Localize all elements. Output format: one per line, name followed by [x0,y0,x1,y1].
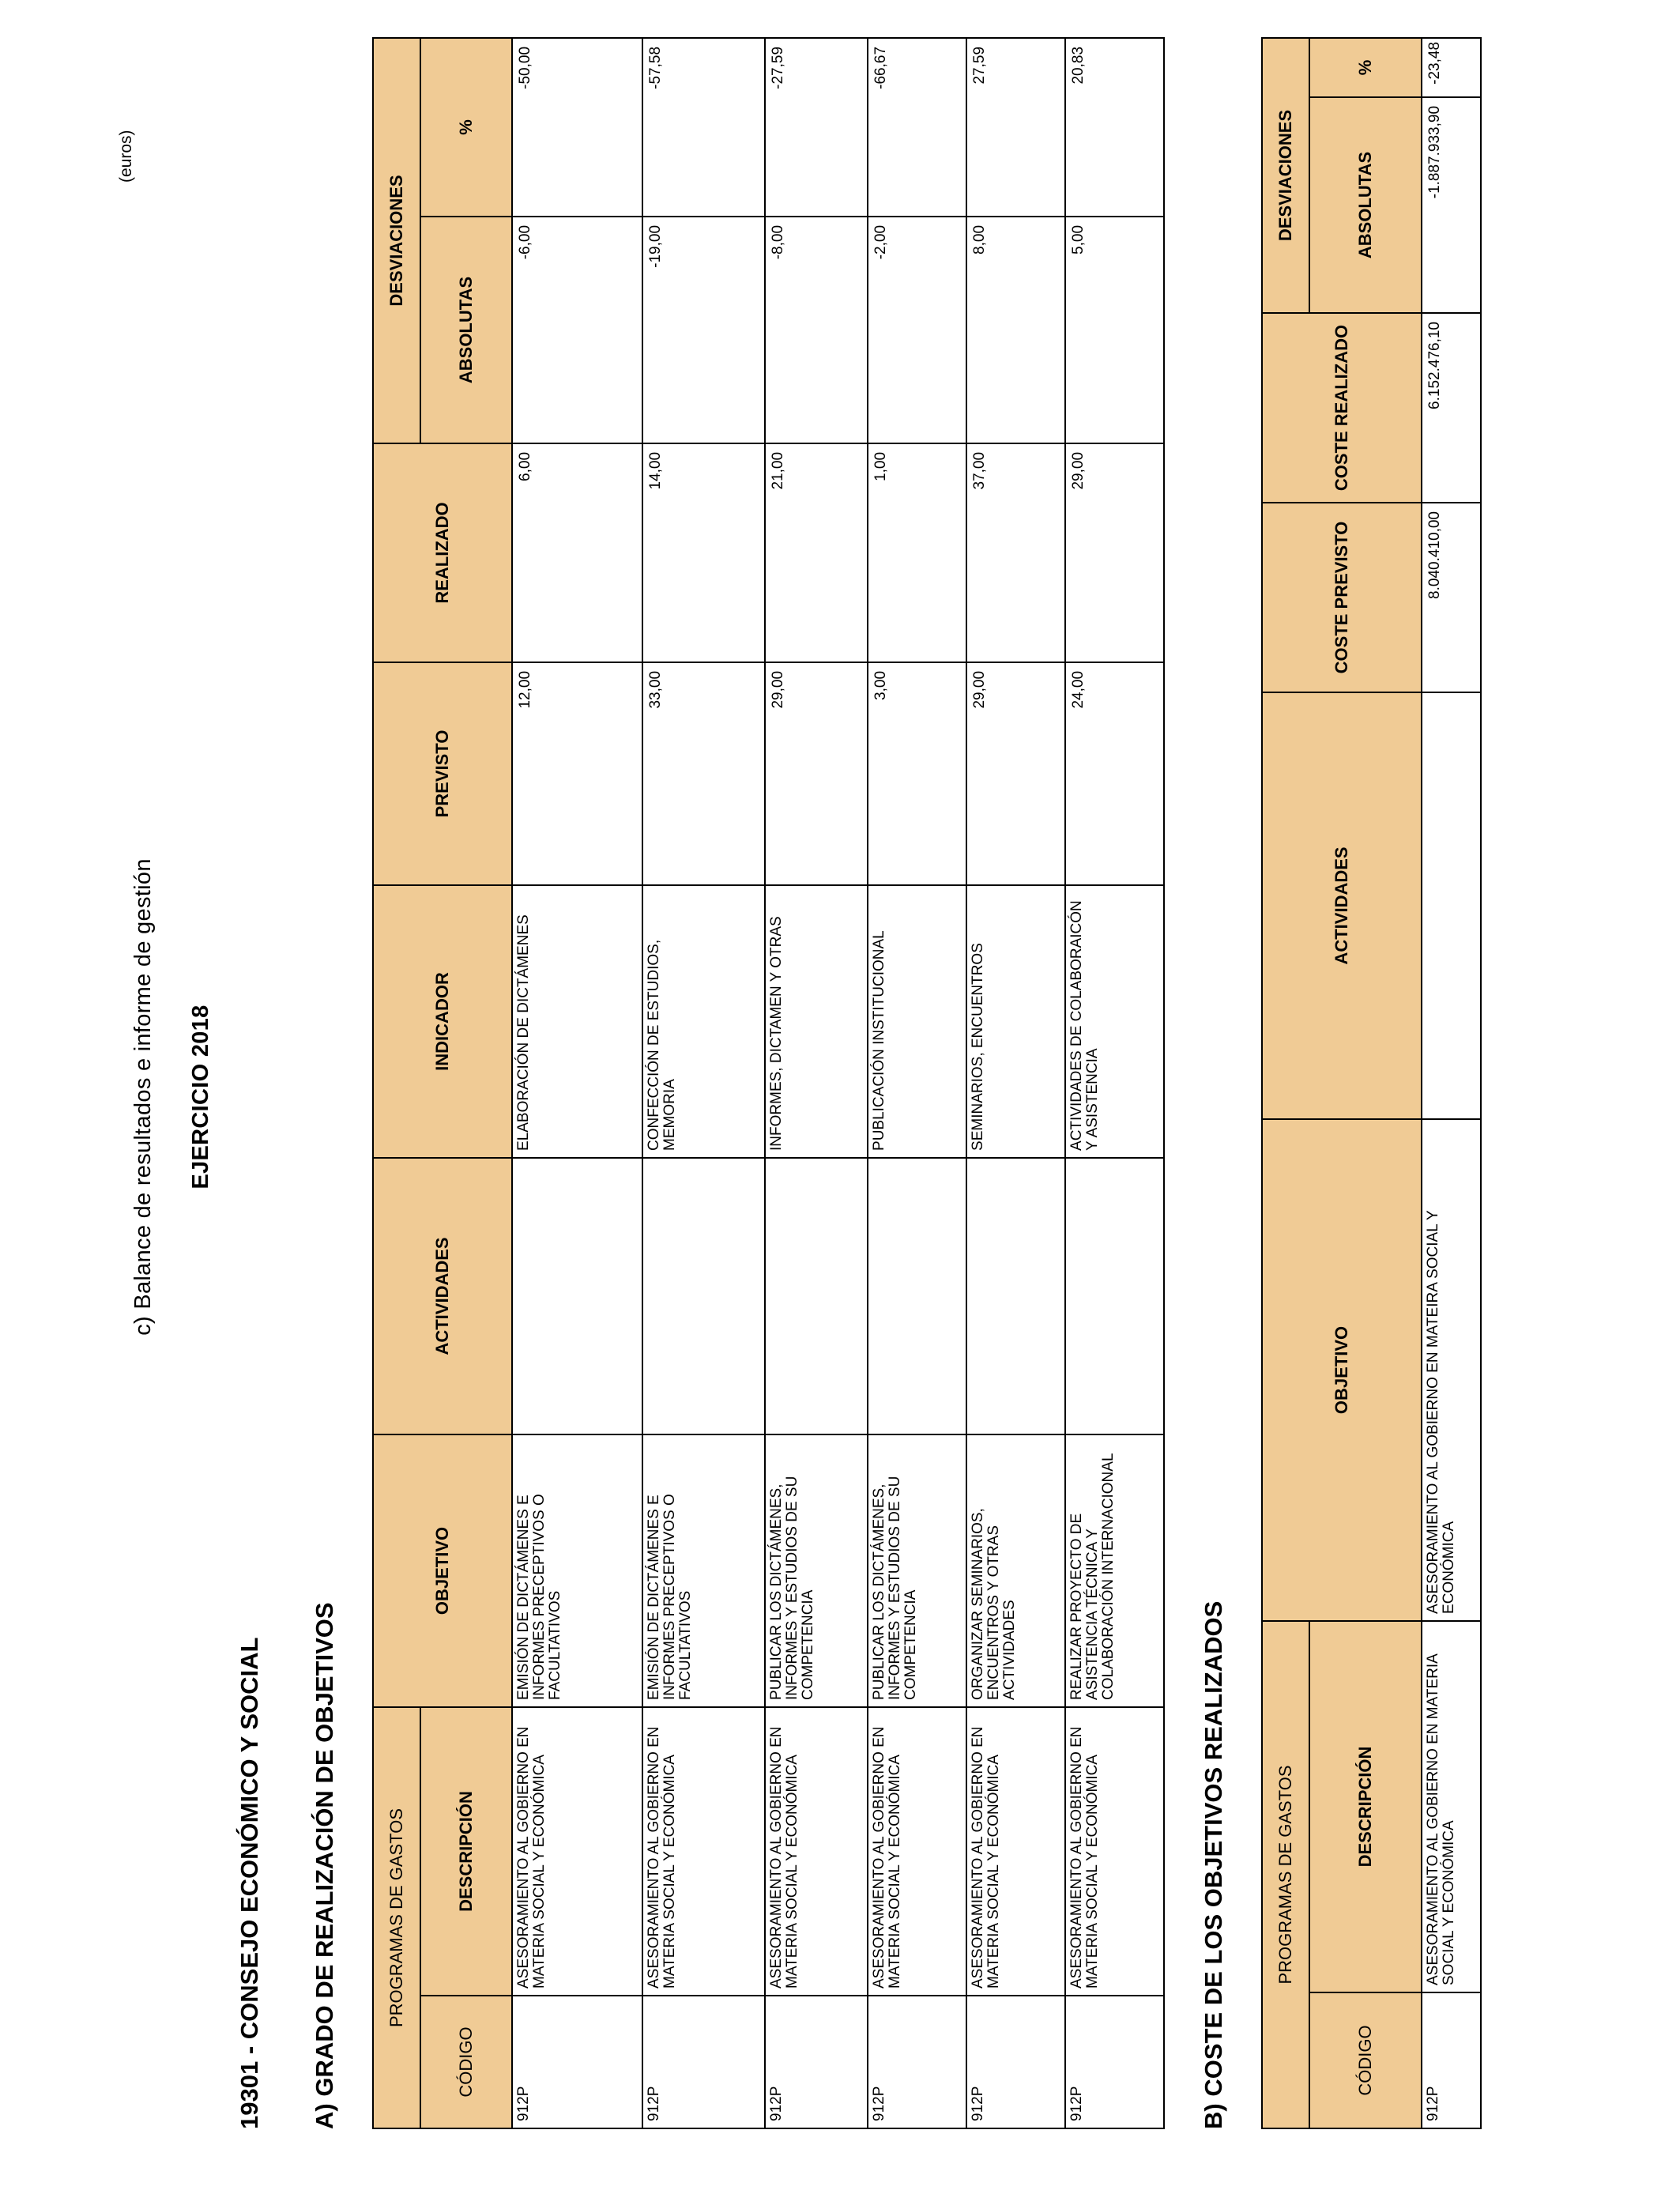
cell-codigo: 912P [868,1996,966,2128]
cell-pct: -57,58 [642,38,765,217]
header-descripcion: DESCRIPCIÓN [420,1707,512,1996]
section-b-title: B) COSTE DE LOS OBJETIVOS REALIZADOS [1200,1600,1227,2129]
cell-codigo: 912P [642,1996,765,2128]
cell-absolutas: -1.887.933,90 [1422,97,1481,313]
cell-descripcion: ASESORAMIENTO AL GOBIERNO EN MATERIA SOCIAL Y ECONÓMICA [1065,1707,1164,1996]
cell-absolutas: -8,00 [765,217,868,443]
table-row [765,38,868,2128]
cell-indicador: ACTIVIDADES DE COLABORAICÓN Y ASISTENCIA [1065,885,1164,1158]
cell-pct: -66,67 [868,38,966,217]
entity-title: 19301 - CONSEJO ECONÓMICO Y SOCIAL [235,1637,263,2129]
header-coste-previsto: COSTE PREVISTO [1262,503,1422,692]
cell-descripcion: ASESORAMIENTO AL GOBIERNO EN MATERIA SOCIAL Y ECONÓMICA [512,1707,642,1996]
cell-objetivo: EMISIÓN DE DICTÁMENES E INFORMES PRECEPTIVOS O FACULTATIVOS [512,1434,642,1707]
header-codigo: CÓDIGO [420,1996,512,2128]
header-descripcion: DESCRIPCIÓN [1309,1621,1422,1992]
cell-objetivo: ASESORAMIENTO AL GOBIERNO EN MATEIRA SOCIAL Y ECONÓMICA [1422,1119,1481,1621]
cell-objetivo: PUBLICAR LOS DICTÁMENES, INFORMES Y ESTUDIOS DE SU COMPETENCIA [868,1434,966,1707]
table-row [1422,38,1481,2128]
cell-coste-previsto: 8.040.410,00 [1422,503,1481,692]
cell-absolutas: 5,00 [1065,217,1164,443]
cell-actividades [868,1158,966,1434]
cell-actividades [1065,1158,1164,1434]
cell-descripcion: ASESORAMIENTO AL GOBIERNO EN MATERIA SOCIAL Y ECONÓMICA [868,1707,966,1996]
cell-objetivo: ORGANIZAR SEMINARIOS, ENCUENTROS Y OTRAS ACTIVIDADES [966,1434,1065,1707]
ejercicio-label: EJERCICIO 2018 [188,1005,213,1189]
cell-realizado: 21,00 [765,443,868,662]
cell-realizado: 37,00 [966,443,1065,662]
table-row [868,38,966,2128]
cell-previsto: 24,00 [1065,662,1164,885]
cell-pct: 27,59 [966,38,1065,217]
table-row [642,38,765,2128]
cell-descripcion: ASESORAMIENTO AL GOBIERNO EN MATERIA SOCIAL Y ECONÓMICA [966,1707,1065,1996]
cell-codigo: 912P [966,1996,1065,2128]
header-objetivo: OBJETIVO [373,1434,512,1707]
cell-realizado: 6,00 [512,443,642,662]
header-desviaciones: DESVIACIONES [373,38,420,443]
cell-previsto: 12,00 [512,662,642,885]
cell-realizado: 14,00 [642,443,765,662]
header-actividades: ACTIVIDADES [1262,692,1422,1119]
cell-actividades [966,1158,1065,1434]
cell-descripcion: ASESORAMIENTO AL GOBIERNO EN MATERIA SOCIAL Y ECONÓMICA [765,1707,868,1996]
objectives-table [372,37,1165,2129]
units-label: (euros) [117,130,135,183]
cell-descripcion: ASESORAMIENTO AL GOBIERNO EN MATERIA SOCIAL Y ECONÓMICA [1422,1621,1481,1992]
header-pct: % [1309,38,1422,97]
header-objetivo: OBJETIVO [1262,1119,1422,1621]
cell-objetivo: REALIZAR PROYECTO DE ASISTENCIA TÉCNICA Y COLABORACIÓN INTERNACIONAL [1065,1434,1164,1707]
cell-pct: -27,59 [765,38,868,217]
cell-pct: -50,00 [512,38,642,217]
header-codigo: CÓDIGO [1309,1992,1422,2128]
section-a-title: A) GRADO DE REALIZACIÓN DE OBJETIVOS [311,1602,338,2129]
cell-pct: -23,48 [1422,38,1481,97]
cell-previsto: 3,00 [868,662,966,885]
header-pct: % [420,38,512,217]
cell-absolutas: 8,00 [966,217,1065,443]
cell-indicador: SEMINARIOS, ENCUENTROS [966,885,1065,1158]
costs-table [1261,37,1482,2129]
header-programas: PROGRAMAS DE GASTOS [1262,1621,1309,2128]
header-indicador: INDICADOR [373,885,512,1158]
table-row [512,38,642,2128]
header-absolutas: ABSOLUTAS [420,217,512,443]
cell-indicador: INFORMES, DICTAMEN Y OTRAS [765,885,868,1158]
header-realizado: REALIZADO [373,443,512,662]
cell-descripcion: ASESORAMIENTO AL GOBIERNO EN MATERIA SOCIAL Y ECONÓMICA [642,1707,765,1996]
cell-codigo: 912P [765,1996,868,2128]
cell-indicador: PUBLICACIÓN INSTITUCIONAL [868,885,966,1158]
cell-previsto: 29,00 [966,662,1065,885]
cell-coste-realizado: 6.152.476,10 [1422,313,1481,503]
cell-codigo: 912P [1065,1996,1164,2128]
header-actividades: ACTIVIDADES [373,1158,512,1434]
cell-actividades [642,1158,765,1434]
cell-codigo: 912P [1422,1992,1481,2128]
cell-codigo: 912P [512,1996,642,2128]
cell-objetivo: EMISIÓN DE DICTÁMENES E INFORMES PRECEPTIVOS O FACULTATIVOS [642,1434,765,1707]
cell-absolutas: -19,00 [642,217,765,443]
cell-indicador: ELABORACIÓN DE DICTÁMENES [512,885,642,1158]
cell-absolutas: -2,00 [868,217,966,443]
cell-realizado: 1,00 [868,443,966,662]
header-previsto: PREVISTO [373,662,512,885]
cell-actividades [512,1158,642,1434]
cell-previsto: 29,00 [765,662,868,885]
cell-objetivo: PUBLICAR LOS DICTÁMENES, INFORMES Y ESTUDIOS DE SU COMPETENCIA [765,1434,868,1707]
cell-indicador: CONFECCIÓN DE ESTUDIOS, MEMORIA [642,885,765,1158]
header-coste-realizado: COSTE REALIZADO [1262,313,1422,503]
cell-actividades [765,1158,868,1434]
cell-realizado: 29,00 [1065,443,1164,662]
header-programas: PROGRAMAS DE GASTOS [373,1707,420,2128]
cell-pct: 20,83 [1065,38,1164,217]
table-row [1065,38,1164,2128]
header-desviaciones: DESVIACIONES [1262,38,1309,313]
table-row [966,38,1065,2128]
cell-actividades [1422,692,1481,1119]
header-absolutas: ABSOLUTAS [1309,97,1422,313]
report-title: c) Balance de resultados e informe de gestión [130,858,156,1336]
cell-absolutas: -6,00 [512,217,642,443]
cell-previsto: 33,00 [642,662,765,885]
